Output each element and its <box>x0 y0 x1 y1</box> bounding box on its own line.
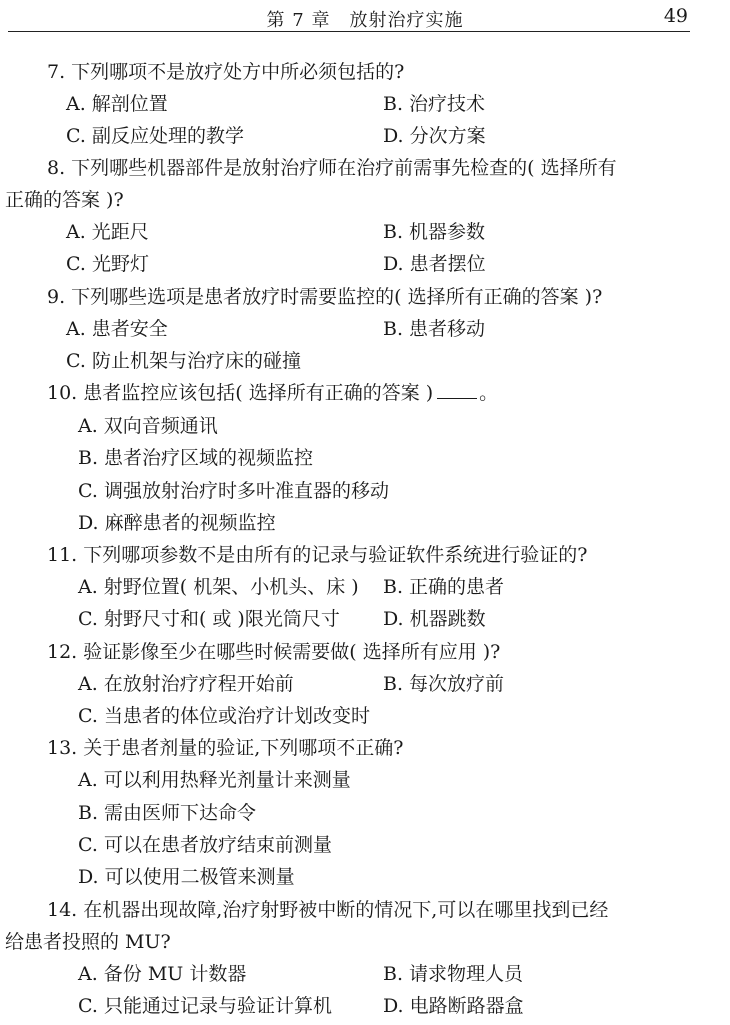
question-9-stem: 9. 下列哪些选项是患者放疗时需要监控的( 选择所有正确的答案 )? <box>47 286 603 308</box>
question-10-option-d: D. 麻醉患者的视频监控 <box>78 512 276 534</box>
header-rule <box>8 31 690 32</box>
question-7-stem: 7. 下列哪项不是放疗处方中所必须包括的? <box>47 61 405 83</box>
question-7-option-c: C. 副反应处理的教学 <box>66 125 244 147</box>
question-9-option-a: A. 患者安全 <box>66 318 168 340</box>
question-8-option-b: B. 机器参数 <box>383 221 486 243</box>
question-8-option-c: C. 光野灯 <box>66 253 149 275</box>
question-12-stem: 12. 验证影像至少在哪些时候需要做( 选择所有应用 )? <box>47 641 501 663</box>
question-12-option-a: A. 在放射治疗疗程开始前 <box>78 673 294 695</box>
question-9-option-b: B. 患者移动 <box>383 318 486 340</box>
answer-blank <box>437 398 477 399</box>
question-10-stem <box>47 382 498 404</box>
question-10-stem-end: 。 <box>479 382 499 404</box>
chapter-title: 第 7 章 放射治疗实施 <box>266 10 464 31</box>
question-10-stem-text: 10. 患者监控应该包括( 选择所有正确的答案 ) <box>47 382 434 404</box>
question-11-option-d: D. 机器跳数 <box>383 608 486 630</box>
question-8-stem-line2: 正确的答案 )? <box>5 189 124 211</box>
question-8-option-a: A. 光距尺 <box>66 221 149 243</box>
question-14-stem-line1: 14. 在机器出现故障,治疗射野被中断的情况下,可以在哪里找到已经 <box>47 899 609 921</box>
question-10-option-a: A. 双向音频通讯 <box>78 415 218 437</box>
question-13-stem: 13. 关于患者剂量的验证,下列哪项不正确? <box>47 737 404 759</box>
question-11-stem: 11. 下列哪项参数不是由所有的记录与验证软件系统进行验证的? <box>47 544 588 566</box>
question-7-option-d: D. 分次方案 <box>383 125 486 147</box>
question-11-option-a: A. 射野位置( 机架、小机头、床 ) <box>78 576 359 598</box>
page-number: 49 <box>663 5 688 27</box>
question-7-option-b: B. 治疗技术 <box>383 93 486 115</box>
question-7-option-a: A. 解剖位置 <box>66 93 168 115</box>
question-12-option-b: B. 每次放疗前 <box>383 673 505 695</box>
question-8-stem-line1: 8. 下列哪些机器部件是放射治疗师在治疗前需事先检查的( 选择所有 <box>47 157 617 179</box>
question-11-option-b: B. 正确的患者 <box>383 576 505 598</box>
question-13-option-c: C. 可以在患者放疗结束前测量 <box>78 834 332 856</box>
question-13-option-a: A. 可以利用热释光剂量计来测量 <box>78 769 351 791</box>
question-12-option-c: C. 当患者的体位或治疗计划改变时 <box>78 705 370 727</box>
running-header <box>0 0 730 34</box>
question-9-option-c: C. 防止机架与治疗床的碰撞 <box>66 350 301 372</box>
question-13-option-b: B. 需由医师下达命令 <box>78 802 257 824</box>
question-11-option-c: C. 射野尺寸和( 或 )限光筒尺寸 <box>78 608 340 630</box>
question-14-option-d: D. 电路断路器盒 <box>383 995 524 1017</box>
question-14-stem-line2: 给患者投照的 MU? <box>5 931 171 953</box>
question-14-option-c: C. 只能通过记录与验证计算机 <box>78 995 332 1017</box>
question-14-option-a: A. 备份 MU 计数器 <box>78 963 247 985</box>
question-13-option-d: D. 可以使用二极管来测量 <box>78 866 295 888</box>
question-8-option-d: D. 患者摆位 <box>383 253 486 275</box>
question-10-option-c: C. 调强放射治疗时多叶准直器的移动 <box>78 480 389 502</box>
question-14-option-b: B. 请求物理人员 <box>383 963 524 985</box>
question-10-option-b: B. 患者治疗区域的视频监控 <box>78 447 314 469</box>
